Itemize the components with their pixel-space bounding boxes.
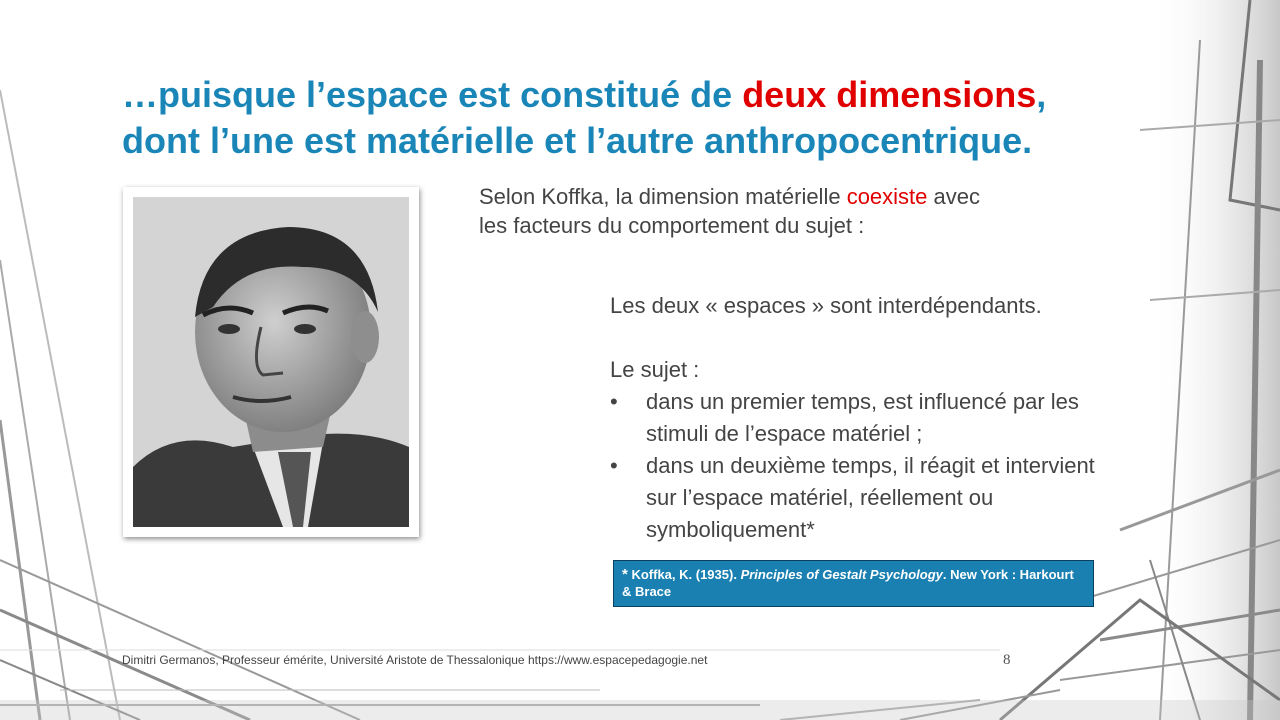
slide-title — [122, 72, 1162, 164]
statement: Les deux « espaces » sont interdépendants. — [610, 293, 1042, 318]
bullet-item — [610, 450, 1130, 546]
footer-credit: Dimitri Germanos, Professeur émérite, Université Aristote de Thessalonique https://www.espacepedagogie.net — [122, 653, 708, 667]
bullet-text: dans un premier temps, est influencé par les stimuli de l’espace matériel ; — [646, 389, 1079, 446]
portrait-frame — [123, 187, 419, 537]
bullet-item — [610, 386, 1130, 450]
title-line1-end: , — [1036, 74, 1047, 115]
bullet-list — [610, 386, 1130, 546]
footnote-author: Koffka, K. (1935). — [631, 567, 737, 582]
footnote-book-title: Principles of Gestalt Psychology — [740, 567, 943, 582]
intro-line2: les facteurs du comportement du sujet : — [479, 213, 865, 238]
page-number: 8 — [1003, 652, 1011, 668]
reference-box — [613, 560, 1094, 607]
footnote-marker: * — [622, 566, 628, 583]
intro-start: Selon Koffka, la dimension matérielle — [479, 184, 847, 209]
portrait-photo — [133, 197, 409, 527]
footnote-publisher: . New York : Harkourt & Brace — [622, 567, 1074, 599]
bullet-marker: • — [610, 453, 618, 478]
title-line2: dont l’une est matérielle et l’autre anthropocentrique. — [122, 120, 1033, 161]
intro-line1-end: avec — [927, 184, 980, 209]
title-line1-start: …puisque l’espace est constitué de — [122, 74, 743, 115]
bullet-marker: • — [610, 389, 618, 414]
intro-highlight: coexiste — [846, 184, 928, 209]
bullet-text: dans un deuxième temps, il réagit et intervient sur l’espace matériel, réellement ou symboliquement* — [646, 453, 1095, 542]
title-highlight: deux dimensions — [742, 74, 1037, 115]
intro-text — [479, 182, 1099, 240]
subject-label: Le sujet : — [610, 357, 700, 382]
body-text — [610, 290, 1130, 546]
